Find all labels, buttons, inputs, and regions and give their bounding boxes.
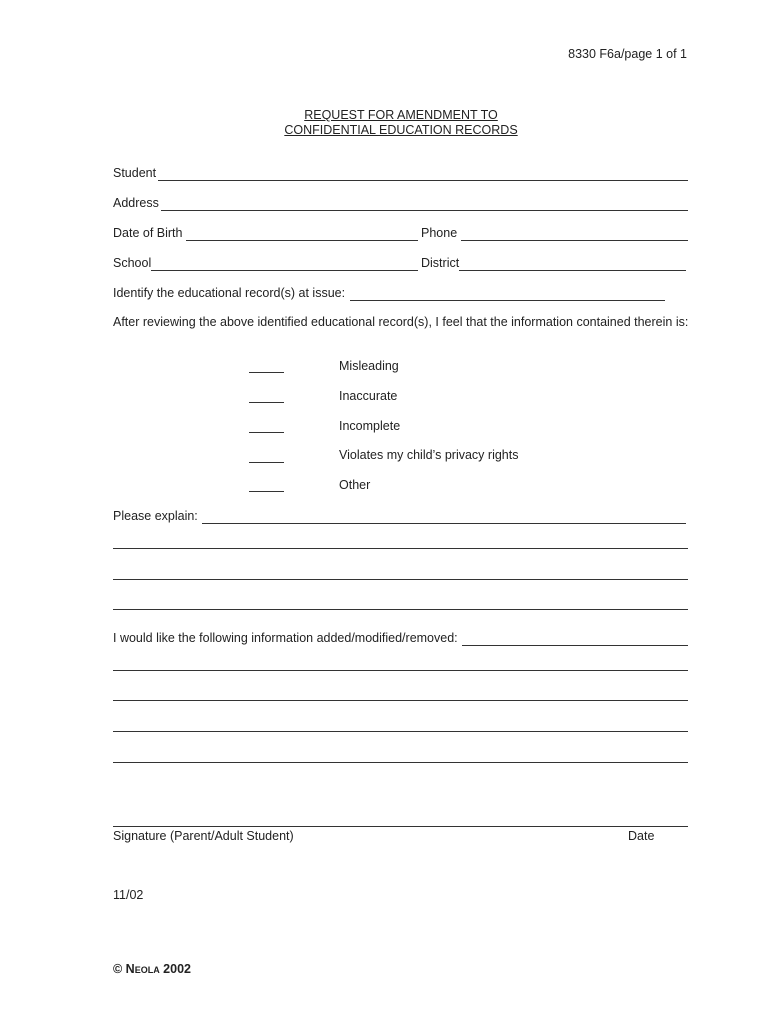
privacy-rights-checkline[interactable] xyxy=(249,462,284,463)
explain-line-2[interactable] xyxy=(113,548,688,549)
modify-line-5[interactable] xyxy=(113,762,688,763)
record-at-issue-label: Identify the educational record(s) at issue: xyxy=(113,286,346,300)
signature-label: Signature (Parent/Adult Student) xyxy=(113,829,294,843)
dob-label: Date of Birth xyxy=(113,226,183,240)
school-input-line[interactable] xyxy=(151,258,418,271)
dob-phone-row xyxy=(113,224,688,241)
form-title-line1: REQUEST FOR AMENDMENT TO xyxy=(304,108,498,122)
explain-line-3[interactable] xyxy=(113,579,688,580)
student-input-line[interactable] xyxy=(158,168,688,181)
district-field xyxy=(421,254,686,271)
explain-field xyxy=(113,507,686,524)
copyright-notice: © Neola 2002 xyxy=(113,962,191,976)
modify-input-line[interactable] xyxy=(462,633,688,646)
student-label: Student xyxy=(113,166,157,180)
school-field xyxy=(113,254,418,271)
option-privacy-rights: Violates my child’s privacy rights xyxy=(339,448,519,462)
address-input-line[interactable] xyxy=(161,198,688,211)
school-label: School xyxy=(113,256,152,270)
explain-label: Please explain: xyxy=(113,509,198,523)
form-title-line2: CONFIDENTIAL EDUCATION RECORDS xyxy=(284,123,518,137)
misleading-checkline[interactable] xyxy=(249,372,284,373)
address-field xyxy=(113,194,688,211)
district-label: District xyxy=(421,256,460,270)
phone-input-line[interactable] xyxy=(461,228,688,241)
phone-field xyxy=(421,224,688,241)
explain-input-line[interactable] xyxy=(202,511,686,524)
option-other: Other xyxy=(339,478,371,492)
record-at-issue-field xyxy=(113,284,665,301)
modify-label: I would like the following information added/modified/removed: xyxy=(113,631,458,645)
student-field xyxy=(113,164,688,181)
revision-date: 11/02 xyxy=(113,888,144,902)
option-incomplete: Incomplete xyxy=(339,419,401,433)
date-label: Date xyxy=(628,829,655,843)
other-checkline[interactable] xyxy=(249,491,284,492)
phone-label: Phone xyxy=(421,226,458,240)
statement-text: After reviewing the above identified educational record(s), I feel that the information contained therein is: xyxy=(113,315,689,329)
district-input-line[interactable] xyxy=(459,258,686,271)
record-at-issue-input-line[interactable] xyxy=(350,288,665,301)
modify-line-2[interactable] xyxy=(113,670,688,671)
school-district-row xyxy=(113,254,688,271)
incomplete-checkline[interactable] xyxy=(249,432,284,433)
address-label: Address xyxy=(113,196,159,210)
option-inaccurate: Inaccurate xyxy=(339,389,398,403)
signature-line[interactable] xyxy=(113,826,688,827)
explain-line-4[interactable] xyxy=(113,609,688,610)
option-misleading: Misleading xyxy=(339,359,399,373)
dob-field xyxy=(113,224,418,241)
dob-input-line[interactable] xyxy=(186,228,418,241)
modify-line-4[interactable] xyxy=(113,731,688,732)
form-reference: 8330 F6a/page 1 of 1 xyxy=(568,47,687,61)
modify-line-3[interactable] xyxy=(113,700,688,701)
modify-field xyxy=(113,629,688,646)
inaccurate-checkline[interactable] xyxy=(249,402,284,403)
